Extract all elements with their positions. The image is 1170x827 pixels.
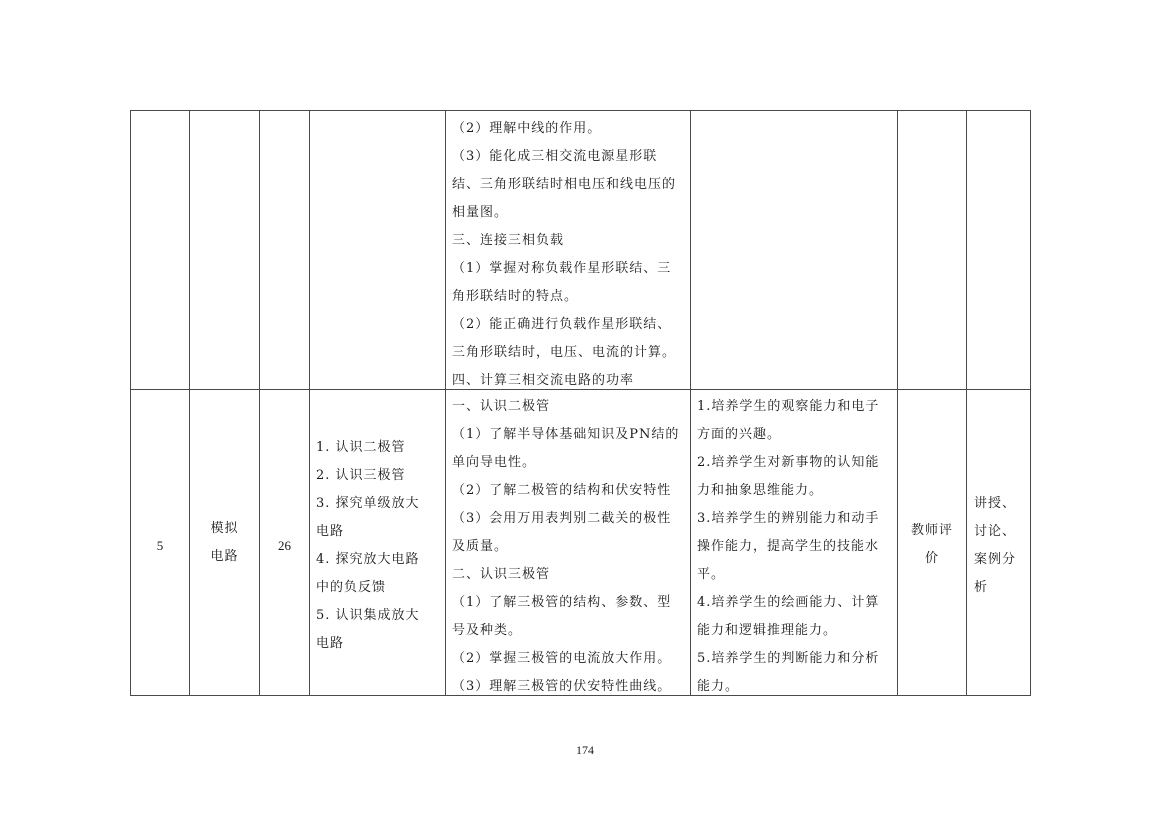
content-line: （2）能正确进行负载作星形联结、 xyxy=(452,317,672,332)
content-cell xyxy=(452,393,688,701)
continued-content-cell xyxy=(452,115,688,395)
topic-line: 4. 探究放大电路 xyxy=(316,552,420,567)
content-line: 号及种类。 xyxy=(452,623,523,638)
row-number-cell: 5 xyxy=(156,538,164,553)
topic-line: 中的负反馈 xyxy=(316,580,387,595)
method-line: 讲授、 xyxy=(974,496,1017,511)
content-line: 四、计算三相交流电路的功率 xyxy=(452,373,635,388)
content-line: （2）了解二极管的结构和伏安特性 xyxy=(452,483,672,498)
teaching-method-cell xyxy=(974,490,1030,602)
page-number: 174 xyxy=(576,743,594,757)
topic-line: 5. 认识集成放大 xyxy=(316,608,420,623)
content-line: （2）掌握三极管的电流放大作用。 xyxy=(452,651,672,666)
goal-line: 能力和逻辑推理能力。 xyxy=(697,623,838,638)
topics-cell xyxy=(316,434,444,658)
topic-line: 3. 探究单级放大 xyxy=(316,496,420,511)
goal-line: 能力。 xyxy=(697,679,740,694)
goal-line: 方面的兴趣。 xyxy=(697,427,782,442)
goal-line: 平。 xyxy=(697,567,726,582)
content-line: 角形联结时的特点。 xyxy=(452,289,579,304)
goal-line: 4.培养学生的绘画能力、计算 xyxy=(697,595,880,610)
goal-line: 1.培养学生的观察能力和电子 xyxy=(697,399,880,414)
goal-line: 操作能力，提高学生的技能水 xyxy=(697,539,880,554)
module-name-line: 电路 xyxy=(210,549,239,564)
goals-cell xyxy=(697,393,895,701)
module-name-cell xyxy=(190,515,259,571)
module-name-line: 模拟 xyxy=(210,521,239,536)
goal-line: 3.培养学生的辨别能力和动手 xyxy=(697,511,880,526)
content-line: 及质量。 xyxy=(452,539,509,554)
goal-line: 5.培养学生的判断能力和分析 xyxy=(697,651,880,666)
method-line: 析 xyxy=(974,580,989,595)
evaluation-cell xyxy=(898,517,966,573)
goal-line: 力和抽象思维能力。 xyxy=(697,483,824,498)
goal-line: 2.培养学生对新事物的认知能 xyxy=(697,455,880,470)
topic-line: 电路 xyxy=(316,636,345,651)
content-line: 二、认识三极管 xyxy=(452,567,551,582)
content-line: （3）理解三极管的伏安特性曲线。 xyxy=(452,679,672,694)
content-line: （3）能化成三相交流电源星形联 xyxy=(452,149,658,164)
content-line: （2）理解中线的作用。 xyxy=(452,121,602,136)
topic-line: 2. 认识三极管 xyxy=(316,468,406,483)
content-line: 三、连接三相负载 xyxy=(452,233,565,248)
content-line: 相量图。 xyxy=(452,205,509,220)
evaluation-line: 价 xyxy=(924,551,939,566)
content-line: 一、认识二极管 xyxy=(452,399,551,414)
method-line: 讨论、 xyxy=(974,524,1017,539)
hours-cell: 26 xyxy=(278,538,291,553)
content-line: （1）了解半导体基础知识及PN结的 xyxy=(452,427,680,442)
topic-line: 1. 认识二极管 xyxy=(316,440,406,455)
content-line: （1）掌握对称负载作星形联结、三 xyxy=(452,261,672,276)
content-line: 单向导电性。 xyxy=(452,455,537,470)
method-line: 案例分 xyxy=(974,552,1017,567)
content-line: 结、三角形联结时相电压和线电压的 xyxy=(452,177,677,192)
content-line: （1）了解三极管的结构、参数、型 xyxy=(452,595,672,610)
evaluation-line: 教师评 xyxy=(910,523,953,538)
content-line: 三角形联结时，电压、电流的计算。 xyxy=(452,345,677,360)
content-line: （3）会用万用表判别二截关的极性 xyxy=(452,511,672,526)
topic-line: 电路 xyxy=(316,524,345,539)
